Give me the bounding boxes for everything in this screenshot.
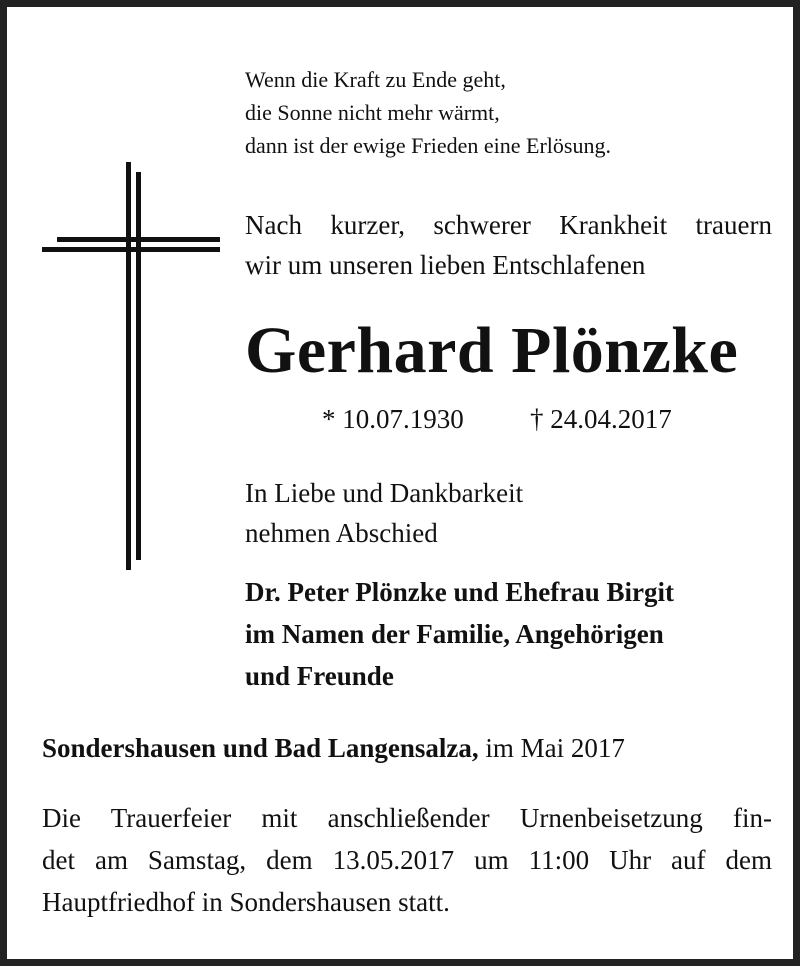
birth-date: * 10.07.1930 xyxy=(322,404,464,434)
intro-line: Nach kurzer, schwerer Krankheit trauern xyxy=(245,210,772,240)
place-text: Sondershausen und Bad Langensalza, xyxy=(42,733,479,763)
poem-line: Wenn die Kraft zu Ende geht, xyxy=(245,67,506,92)
mourners-line: und Freunde xyxy=(245,661,394,691)
poem-line: dann ist der ewige Frieden eine Erlösung. xyxy=(245,133,611,158)
intro-line: wir um unseren lieben Entschlafenen xyxy=(245,250,646,280)
mourners-list xyxy=(245,571,674,697)
service-line: det am Samstag, dem 13.05.2017 um 11:00 Uhr auf dem xyxy=(42,845,772,875)
farewell-line: nehmen Abschied xyxy=(245,518,438,548)
farewell-line: In Liebe und Dankbarkeit xyxy=(245,478,524,508)
death-date: † 24.04.2017 xyxy=(530,404,672,434)
poem xyxy=(245,63,611,162)
poem-line: die Sonne nicht mehr wärmt, xyxy=(245,100,500,125)
date-text: im Mai 2017 xyxy=(485,733,625,763)
deceased-name: Gerhard Plönzke xyxy=(245,314,739,387)
place-date-line xyxy=(42,727,625,769)
service-line: Die Trauerfeier mit anschließender Urnenbeisetzung fin- xyxy=(42,803,772,833)
intro-text xyxy=(245,205,772,285)
mourners-line: im Namen der Familie, Angehörigen xyxy=(245,619,664,649)
service-info xyxy=(42,797,772,923)
farewell-text xyxy=(245,473,523,553)
service-line: Hauptfriedhof in Sondershausen statt. xyxy=(42,887,450,917)
mourners-line: Dr. Peter Plönzke und Ehefrau Birgit xyxy=(245,577,674,607)
